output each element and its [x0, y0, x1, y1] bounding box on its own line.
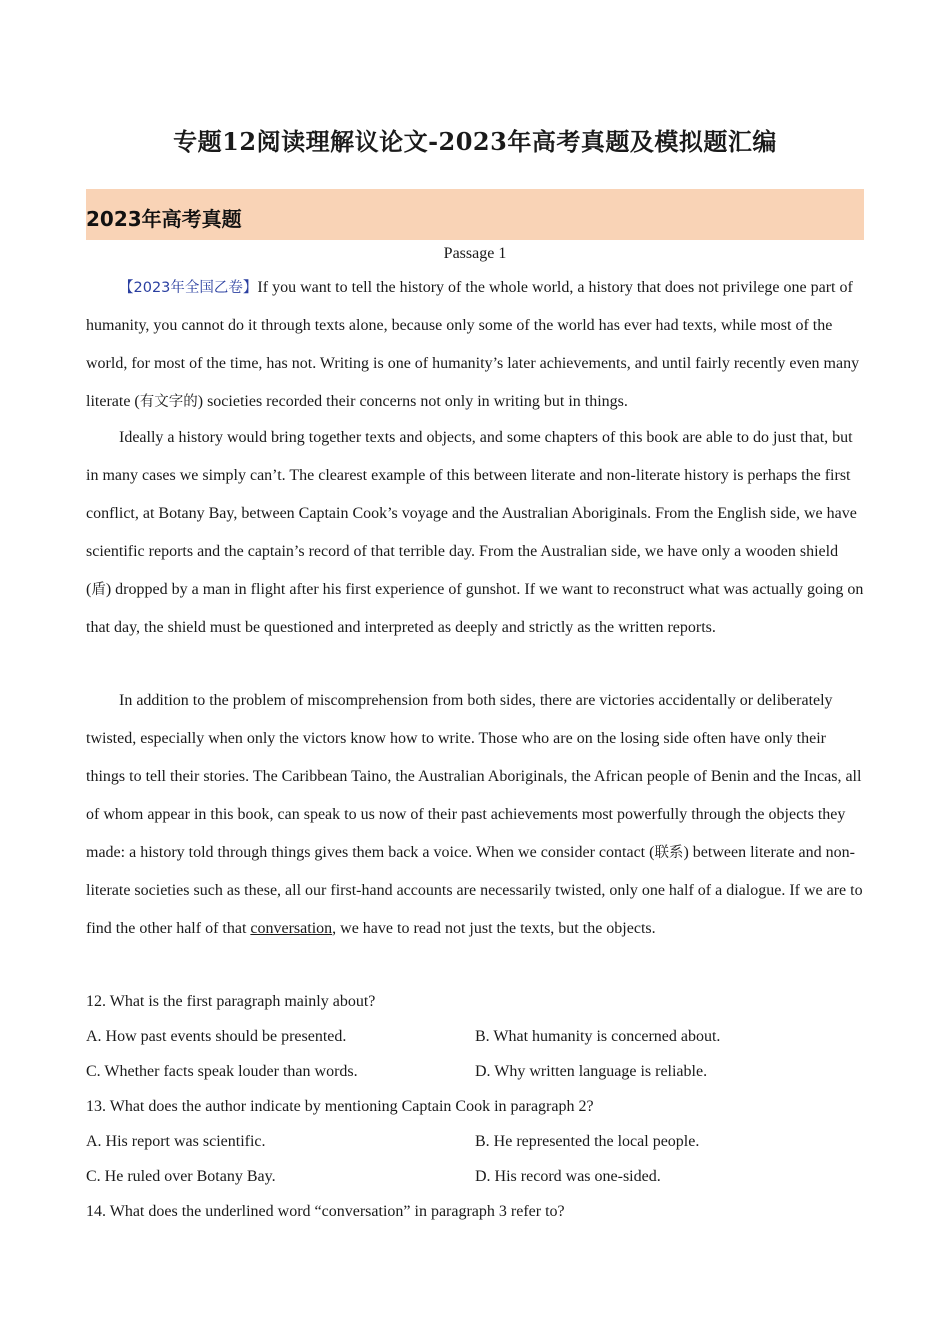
section-header-bar	[86, 189, 864, 240]
paragraph-2	[86, 419, 865, 647]
gloss-contact: 联系	[654, 845, 684, 861]
paragraph-2-text-b: ) dropped by a man in flight after his first experience of gunshot. If we want to reconstruct what was actually going on that day, the shield must be questioned and interpreted as deeply and strictly as the written reports.	[86, 581, 864, 636]
question-13-stem: 13. What does the author indicate by mentioning Captain Cook in paragraph 2?	[86, 1098, 594, 1115]
paragraph-1-text-a: If you want to tell the history of the whole world, a history that does not privilege one part of humanity, you cannot do it through texts alone, because only some of the world has ever had texts, while most of the world, for most of the time, has not. Writing is one of humanity’s later achievements, and until fairly recently even many literate (	[86, 279, 860, 410]
section-heading: 2023年高考真题	[86, 207, 242, 231]
paragraph-1-text-b: ) societies recorded their concerns not only in writing but in things.	[197, 393, 628, 410]
question-12-option-b: B. What humanity is concerned about.	[475, 1028, 721, 1045]
question-13-option-d: D. His record was one-sided.	[475, 1168, 661, 1185]
underlined-word: conversation	[250, 920, 333, 937]
gloss-literate: 有文字的	[139, 394, 198, 410]
paragraph-2-text-a: Ideally a history would bring together texts and objects, and some chapters of this book are able to do just that, but in many cases we simply can’t. The clearest example of this between literate and non-literate history is perhaps the first conflict, at Botany Bay, between Captain Cook’s voyage and the Australian Aboriginals. From the English side, we have scientific reports and the captain’s record of that terrible day. From the Australian side, we have only a wooden shield (	[86, 429, 857, 598]
question-13-option-a: A. His report was scientific.	[86, 1133, 266, 1150]
question-12-option-a: A. How past events should be presented.	[86, 1028, 347, 1045]
paragraph-1	[86, 269, 865, 421]
question-12-option-d: D. Why written language is reliable.	[475, 1063, 708, 1080]
gloss-shield: 盾	[91, 582, 106, 598]
document-title: 专题12阅读理解议论文-2023年高考真题及模拟题汇编	[173, 127, 777, 156]
paragraph-3	[86, 682, 865, 948]
source-tag: 【2023年全国乙卷】	[119, 280, 258, 296]
question-13-option-c: C. He ruled over Botany Bay.	[86, 1168, 276, 1185]
passage-label: Passage 1	[443, 245, 507, 262]
paragraph-3-text-c: , we have to read not just the texts, but the objects.	[332, 920, 656, 937]
question-13-option-b: B. He represented the local people.	[475, 1133, 700, 1150]
paragraph-3-text-a: In addition to the problem of miscomprehension from both sides, there are victories accidentally or deliberately twisted, especially when only the victors know how to write. Those who are on the losing side often have only their things to tell their stories. The Caribbean Taino, the Australian Aboriginals, the African people of Benin and the Incas, all of whom appear in this book, can speak to us now of their past achievements most powerfully through the objects they made: a history told through things gives them back a voice. When we consider contact (	[86, 692, 862, 861]
paragraph-3-text-b: ) between literate and non-literate societies such as these, all our first-hand accounts are necessarily twisted, only one half of a dialogue. If we are to find the other half of that	[86, 844, 863, 937]
question-12-stem: 12. What is the first paragraph mainly about?	[86, 993, 376, 1010]
question-12-option-c: C. Whether facts speak louder than words.	[86, 1063, 358, 1080]
question-14-stem: 14. What does the underlined word “conversation” in paragraph 3 refer to?	[86, 1203, 565, 1220]
